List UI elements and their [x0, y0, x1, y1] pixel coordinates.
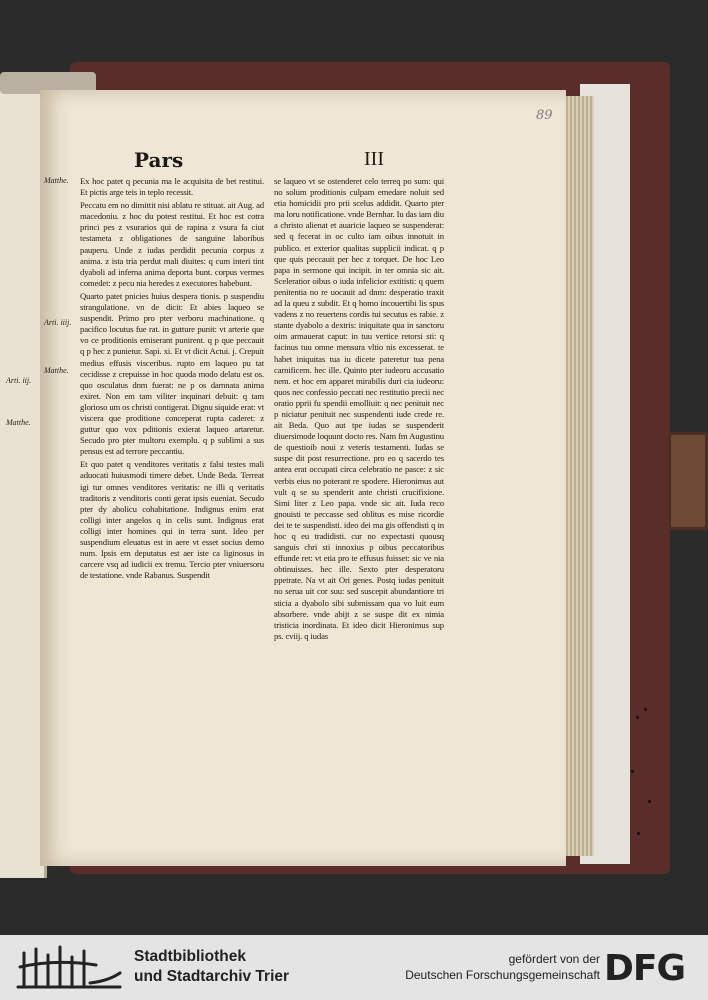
paragraph: Quarto patet pnicies huius despera tionis. p suspendiu strangulatione. vn de dicit: Et abies laqueo se suspendit. Primo pro pter verboru machinatione. q pacifico locutus fue rat. in gutture punit: vt arterie que vo ce proditionis emiserant punirent. q p que peccauit q p hec z punietur. Sapi. xi. Et vt dicit Actui. j. Crepuit medius effusis visceribus. rupto em laqueo pu tat cecidisse z crepuisse in hoc quoda modo delatu est os. quo osculatus dnm fuerat: ne p os damnata anima exiret. Non em tam viliter inquinari debuit: q tam glorioso um os christi contigerat. Dignu siquide erat: vt viscera que proditione conceperat rupta caderet: z guttur quo vox pditionis exierat laqueo artaretur. Secudo pro pter multoru exemplu. q p sublimi a sus pensus est ad terrore peccantiu.: [80, 290, 264, 457]
running-head-right: III: [364, 148, 384, 170]
book-clasp: [668, 432, 708, 530]
library-name-line: Stadtbibliothek: [134, 948, 246, 965]
text-column-right: [274, 176, 444, 644]
margin-note: Matthe.: [6, 418, 31, 427]
paragraph: se laqueo vt se ostenderet celo terreq po sum: qui no solum proditionis culpam emedare noluit sed etia homicidii pro prii scelus addidit. Quarto pter ma loru notificatione. vnde Bernhar. Iu das iam diu a christo alienat et auaricie laqueo se suspenderat: sed q fecerat in oc culto iam oibus innotuit in publico. et exterior qualitas supplicii indicat. q p que quis peccauit per hec z torquet. De hoc Leo papa in sermone qui incipit. in ter omnia sic ait. Sceleratior oibus o iuda infelicior extitisti: q quem penitentia no re uocauit ad dnm: desperatio traxit ad la queu z subdit. Et q homo incouertibi lis spus vadens z no reuertens cordis tui secutus es rabie. z stante dyabolo a dextris: iniquitate qua in sanctoru oim armauerat caput: in tuu vertice retorsi sti: q facinus tuu omne mensura vltio nis excesserat. te habet iniquitas tua iu dicete pateretur tua pena carnificem. hec ille. Quinto pter iudeoru accusatio nem. et hoc em apparet mirabilis duri cia iudeoru: quos nec confessio peccati nec restitutio precii nec oratio pprii fu spendii emolliuit: q nec penituit nec p niciatur penituit nec suspendenti iude crede re. ait Beda. Quo aut tpe iudas se suspenderit diuersimode loquunt docto res. Nam fm Augustinu de questioib noui z veteris testamenti. Iudas se suspe dit post resurrectione. pro eo q sacerdo tes antea erat occupati circa celebratio ne pasce: z sic verbis eius no poterant re spodere. Hieronimus aut vult q se su spenderit ante christi crucifixione. Simi liter z Leo papa. vnde sic ait. Iuda reco gnouisti te peccasse sed oblitus es mise ricordie dei te te suspendisti. ideo dei ma gis offendisti q in hoc q eu tradidisti. cur no expectasti quousq sanguis chri sti innoxius p oibus peccatoribus effunde ret: vt etia pro te effusus fuisset: sic ve nia obtinuisses. hec ille. Sexto pter desperatoru ppetrate. Na vt ait Ori genes. Postq iudas penituit no serua uit cor suu: sed suscepit abundantiore tri sticia a dyabolo sibi submissam qua vo luit eum absorbere. vnde abijt z se suspe dit ex nimia tristicia inordinata. Et ideo dicit Hieronimus sup ps. cviij. q iudas: [274, 176, 444, 641]
margin-note: Matthe.: [44, 176, 69, 185]
funding-line: gefördert von der: [508, 952, 600, 966]
margin-note: Arti. iiij.: [44, 318, 72, 327]
running-head-left: Pars: [134, 148, 184, 172]
paragraph: Ex hoc patet q pecunia ma le acquisita de bet restitui. Et pictis arge teis in teplo recessit.: [80, 176, 264, 198]
margin-note: Arti. iij.: [6, 376, 32, 385]
paragraph: Peccatu em no dimittit nisi ablatu re stituat. ait Aug. ad macedoniu. z hoc du potest restitui. Et hoc est cotra princi pes z vsurarios qui de rapina z vsura fa ciut testameta z obligationes de sanguine laboribus pauperu. Unde z iudas perdidit pecunia corpus z anima. z ista tria perdut mali diuites: q cum interi tint dyaboli ad inferna anima deporta bunt. corpus vermes comedet: z pecu nia heredes z executores habebunt.: [80, 200, 264, 288]
text-column-left: [80, 176, 264, 583]
folio-number: 89: [536, 108, 553, 123]
funding-note: [350, 951, 600, 983]
footer-bar: [0, 935, 708, 1000]
library-logo-icon: [16, 943, 124, 991]
dfg-logo: DFG: [604, 948, 686, 989]
library-name-line: und Stadtarchiv Trier: [134, 968, 290, 985]
funding-line: Deutschen Forschungsgemeinschaft: [405, 968, 600, 982]
library-name: [134, 947, 289, 987]
paragraph: Et quo patet q venditores veritatis z falsi testes mali aduocati huiusmodi timere debet. Unde Beda. Terreat igi tur omnes venditores veritatis: ne illi q veritatis traditoris z venditoris conti gerat ipsis eueniat. Secudo pter dy abolicu cohabitatione. Indignus enim erat colligi inter angelos q in celis sunt. Indignus erat colligi inter homines qui in terra sunt. Ideo per suspendium eleuatus est in aere vt esset socius demo num. Ipsis em deputatus est aer iste ca liginosus in carcere vsq ad iudicii ex tremu. Tercio pter vniuersoru de testatione. vnde Rabanus. Suspendit: [80, 459, 264, 581]
margin-note: Matthe.: [44, 366, 69, 375]
